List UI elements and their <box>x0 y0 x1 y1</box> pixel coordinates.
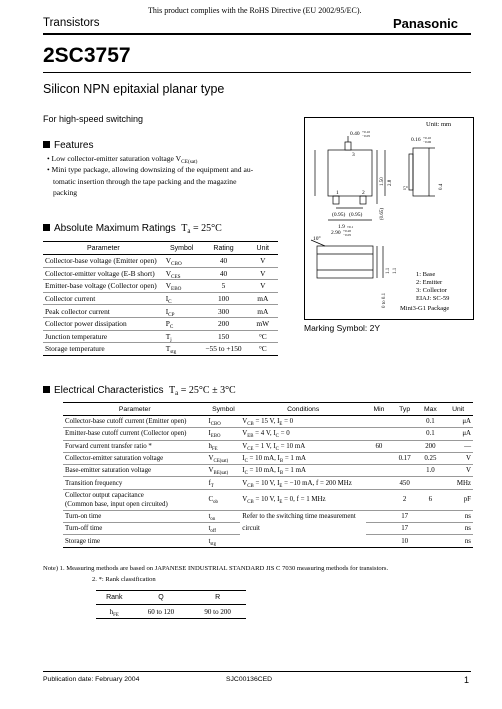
feature-item: • Low collector-emitter saturation voltage $V_{CE(sat)}$ <box>47 154 198 165</box>
table-row: Turn-on time $t_{on}$ Refer to the switching time measurement 17 ns <box>63 510 473 522</box>
footer-rule <box>43 671 471 672</box>
svg-text:0.40: 0.40 <box>350 131 360 137</box>
svg-text:1.9: 1.9 <box>338 224 345 230</box>
table-row: Collector-base voltage (Emitter open) $V_{CBO}$ 40 V <box>43 255 278 268</box>
ec-heading: Electrical Characteristics $T_a = 25^\circ C \pm 3^\circ C$ <box>43 385 236 396</box>
svg-text:−0.05: −0.05 <box>343 233 352 237</box>
brand-logo: Panasonic <box>393 16 459 31</box>
amr-table <box>43 241 278 356</box>
table-row: Emitter-base cutoff current (Collector open) $I_{EBO}$ $V_{EB} = 4$ V, $I_C = 0$ 0.1 μA <box>63 428 473 440</box>
table-row: Base-emitter saturation voltage $V_{BE(sat)}$ $I_C = 10$ mA, $I_B = 1$ mA 1.0 V <box>63 465 473 477</box>
application-text: For high-speed switching <box>43 114 144 124</box>
svg-text:(0.65): (0.65) <box>380 207 385 220</box>
svg-text:1.50: 1.50 <box>380 177 385 186</box>
col-header: Parameter <box>43 242 164 255</box>
ec-table <box>63 402 473 548</box>
table-row: Turn-off time $t_{off}$ circuit 17 ns <box>63 523 473 535</box>
svg-text:3: 3 <box>352 152 355 158</box>
svg-text:(0.95): (0.95) <box>349 212 363 218</box>
col-header: Conditions <box>240 403 366 416</box>
section-square-icon <box>43 386 50 393</box>
col-header: Symbol <box>207 403 241 416</box>
svg-text:−0.05: −0.05 <box>362 134 371 138</box>
svg-text:+0.10: +0.10 <box>423 136 432 140</box>
table-row: Collector output capacitance (Common base, input open circuited) $C_{ob}$ $V_{CB} = 10$ V, $I_E = 0$, f = 1 MHz 2 6 pF <box>63 489 473 510</box>
svg-text:1: 1 <box>336 190 339 196</box>
feature-item: • Mini type package, allowing downsizing of the equipment and au- <box>47 165 254 174</box>
package-name: Mini3-G1 Package <box>400 305 450 312</box>
category-label: Transistors <box>43 17 100 29</box>
publication-date: Publication date: February 2004 <box>43 676 140 683</box>
svg-text:−0.06: −0.06 <box>423 140 432 144</box>
section-square-icon <box>43 224 50 231</box>
svg-text:0.4: 0.4 <box>439 183 444 190</box>
pin-legend <box>416 271 449 303</box>
svg-text:2.8: 2.8 <box>388 179 393 186</box>
note-2: 2. *: Rank classification <box>92 576 156 583</box>
svg-text:±0.1: ±0.1 <box>347 225 354 229</box>
svg-text:2: 2 <box>362 190 365 196</box>
table-row: Peak collector current $I_{CP}$ 300 mA <box>43 305 278 318</box>
svg-text:+0.20: +0.20 <box>343 229 352 233</box>
pin-label: 2: Emitter <box>416 279 443 286</box>
col-header: Typ <box>392 403 418 416</box>
col-header: Unit <box>248 242 278 255</box>
col-header: Min <box>366 403 392 416</box>
page-number: 1 <box>464 675 470 685</box>
svg-text:0 to 0.1: 0 to 0.1 <box>382 292 387 308</box>
rank-table <box>96 590 246 619</box>
header-rule <box>43 33 471 35</box>
col-header: Unit <box>443 403 473 416</box>
svg-text:0.16: 0.16 <box>411 137 421 143</box>
svg-text:+0.10: +0.10 <box>362 130 371 134</box>
feature-item: tomatic insertion through the tape packing and the magazine <box>53 177 237 186</box>
section-square-icon <box>43 141 50 148</box>
note-1: Note) 1. Measuring methods are based on JAPANESE INDUSTRIAL STANDARD JIS C 7030 measuring methods for transistors. <box>43 565 389 572</box>
svg-text:10°: 10° <box>313 236 321 242</box>
unit-label: Unit: mm <box>426 121 452 128</box>
svg-text:(0.95): (0.95) <box>332 212 346 218</box>
table-row: Collector-emitter saturation voltage $V_{CE(sat)}$ $I_C = 10$ mA, $I_B = 1$ mA 0.17 0.25 V <box>63 452 473 464</box>
col-header: Symbol <box>164 242 200 255</box>
marking-symbol: Marking Symbol: 2Y <box>304 323 381 333</box>
pin-label: 1: Base <box>416 271 436 278</box>
svg-text:1.1: 1.1 <box>386 267 391 274</box>
title-rule <box>43 72 471 73</box>
svg-text:5°: 5° <box>403 186 408 192</box>
table-row: Collector power dissipation $P_C$ 200 mW <box>43 317 278 330</box>
pin-label: 3: Collector <box>416 287 447 294</box>
svg-text:1.1: 1.1 <box>393 267 398 274</box>
table-row: Junction temperature $T_j$ 150 °C <box>43 330 278 343</box>
table-row: Storage time $t_{stg}$ 10 ns <box>63 535 473 547</box>
col-header: Parameter <box>63 403 207 416</box>
table-row: Emitter-base voltage (Collector open) $V_{EBO}$ 5 V <box>43 280 278 293</box>
amr-heading: Absolute Maximum Ratings $T_a = 25^\circ C$ <box>43 223 222 234</box>
document-code: SJC00136CED <box>226 676 273 683</box>
col-header: Q <box>133 591 190 605</box>
rohs-notice: This product complies with the RoHS Directive (EU 2002/95/EC). <box>148 6 362 15</box>
svg-text:2.90: 2.90 <box>331 230 341 236</box>
table-row: Forward current transfer ratio * $h_{FE}$ $V_{CE} = 1$ V, $I_C = 10$ mA 60 200 — <box>63 440 473 452</box>
col-header: Rank <box>96 591 133 605</box>
table-row: Storage temperature $T_{stg}$ −55 to +150 °C <box>43 343 278 356</box>
col-header: Max <box>418 403 444 416</box>
table-row: Transition frequency $f_T$ $V_{CB} = 10$ V, $I_E = -10$ mA, f = 200 MHz 450 MHz <box>63 477 473 489</box>
table-row: Collector current $I_C$ 100 mA <box>43 292 278 305</box>
col-header: Rating <box>200 242 248 255</box>
col-header: R <box>189 591 246 605</box>
table-row: Collector-emitter voltage (E-B short) $V_{CES}$ 40 V <box>43 267 278 280</box>
table-row: $h_{FE}$ 60 to 120 90 to 200 <box>96 605 246 619</box>
pin-label: EIAJ: SC-59 <box>416 295 450 302</box>
part-number: 2SC3757 <box>43 44 131 67</box>
part-description: Silicon NPN epitaxial planar type <box>43 82 225 96</box>
features-heading: Features <box>43 140 93 151</box>
table-row: Collector-base cutoff current (Emitter open) $I_{CBO}$ $V_{CB} = 15$ V, $I_E = 0$ 0.1 μA <box>63 416 473 428</box>
feature-item: packing <box>53 188 78 197</box>
